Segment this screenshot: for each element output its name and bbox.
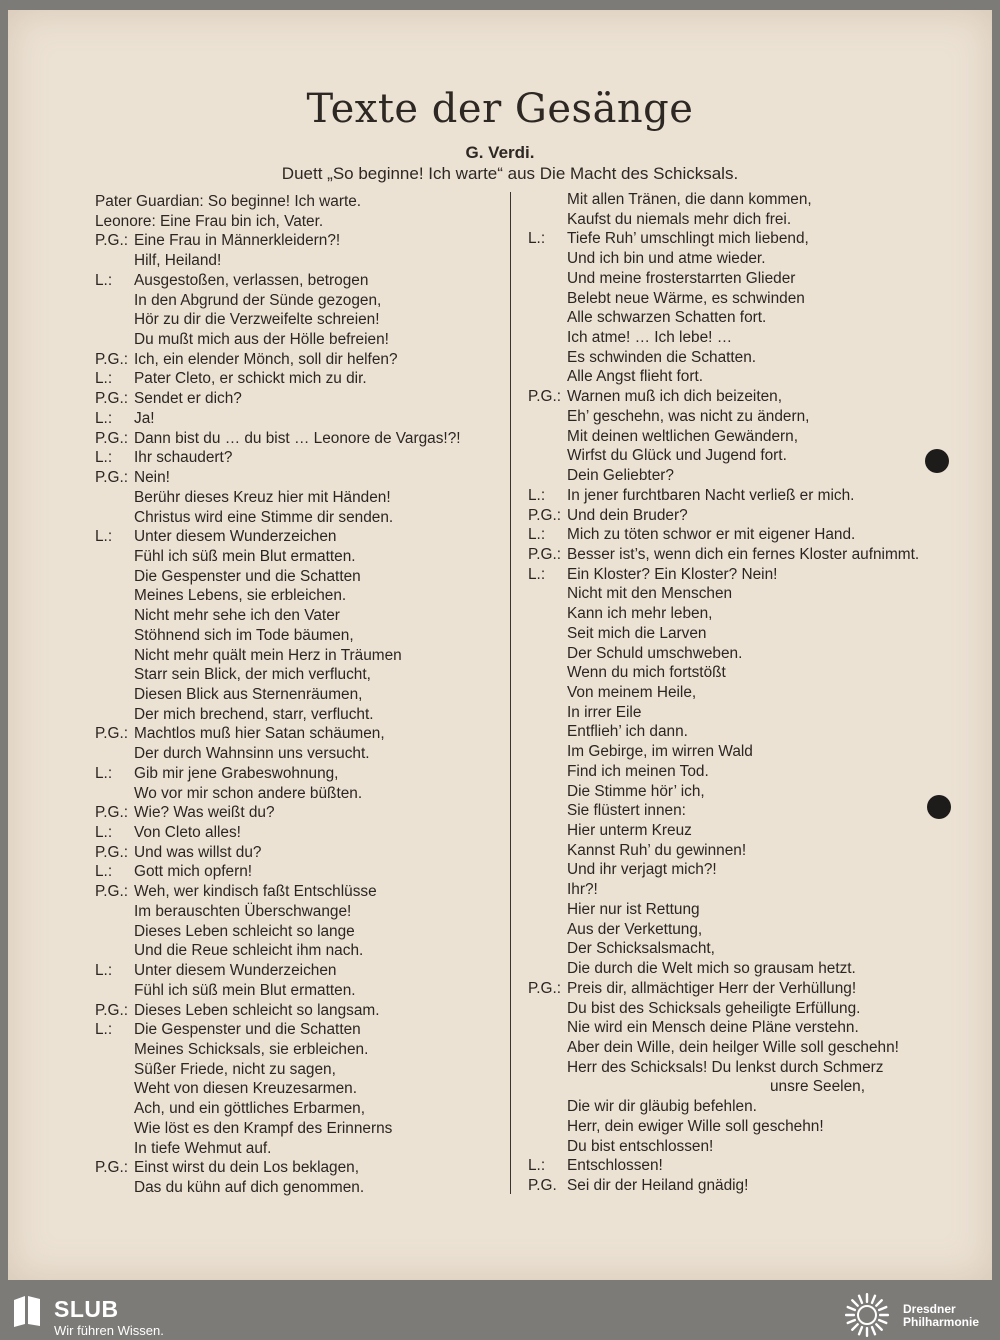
lyric-text: Sei dir der Heiland gnädig! bbox=[567, 1177, 749, 1194]
speaker-label: L.: bbox=[528, 486, 546, 504]
lyric-text: unsre Seelen, bbox=[770, 1078, 865, 1096]
lyric-text: Ein Kloster? Ein Kloster? Nein! bbox=[567, 565, 778, 583]
speaker-label: L.: bbox=[95, 271, 113, 289]
lyric-text: Dann bist du … du bist … Leonore de Vargas!?! bbox=[134, 429, 461, 447]
lyric-text: Dieses Leben schleicht so langsam. bbox=[134, 1001, 380, 1019]
slub-book-icon bbox=[12, 1294, 42, 1328]
lyric-text: Christus wird eine Stimme dir senden. bbox=[134, 508, 394, 526]
lyric-text: Die Gespenster und die Schatten bbox=[134, 567, 361, 585]
lyric-text: Sie flüstert innen: bbox=[567, 802, 686, 820]
lyric-text: Und dein Bruder? bbox=[567, 506, 688, 524]
lyric-text: Wo vor mir schon andere büßten. bbox=[134, 784, 363, 802]
lyric-text: Die durch die Welt mich so grausam hetzt. bbox=[567, 960, 856, 978]
lyric-text: Leonore: Eine Frau bin ich, Vater. bbox=[95, 212, 324, 230]
lyric-text: Ausgestoßen, verlassen, betrogen bbox=[134, 271, 369, 289]
lyric-text: Dein Geliebter? bbox=[567, 467, 674, 485]
speaker-label: L.: bbox=[528, 565, 546, 583]
speaker-label: P.G.: bbox=[95, 725, 129, 743]
lyric-text: Fühl ich süß mein Blut ermatten. bbox=[134, 981, 356, 999]
speaker-label: P.G.: bbox=[528, 979, 562, 997]
lyric-text: Von meinem Heile, bbox=[567, 684, 697, 701]
lyric-text: Der Schicksalsmacht, bbox=[567, 940, 715, 958]
lyric-text: Diesen Blick aus Sternenräumen, bbox=[134, 686, 363, 703]
lyric-text: Und ich bin und atme wieder. bbox=[567, 250, 766, 268]
lyric-text: Das du kühn auf dich genommen. bbox=[134, 1179, 365, 1196]
speaker-label: L.: bbox=[95, 764, 113, 782]
speaker-label: P.G.: bbox=[95, 1159, 129, 1177]
lyric-text: Pater Guardian: So beginne! Ich warte. bbox=[95, 193, 362, 210]
lyric-text: Hier nur ist Rettung bbox=[567, 900, 700, 918]
lyric-text: Ihr?! bbox=[567, 881, 598, 899]
lyric-text: Dieses Leben schleicht so lange bbox=[134, 922, 355, 940]
lyric-text: Nicht mit den Menschen bbox=[567, 585, 733, 603]
lyric-text: Seit mich die Larven bbox=[567, 624, 707, 642]
speaker-label: L.: bbox=[95, 962, 113, 980]
punch-hole bbox=[925, 449, 949, 473]
lyric-text: Ihr schaudert? bbox=[134, 449, 233, 467]
lyric-text: Wie löst es den Krampf des Erinnerns bbox=[134, 1119, 393, 1137]
lyric-text: Es schwinden die Schatten. bbox=[567, 348, 757, 366]
lyric-line bbox=[95, 192, 361, 212]
lyric-text: In tiefe Wehmut auf. bbox=[134, 1139, 272, 1157]
lyric-text: Süßer Friede, nicht zu sagen, bbox=[134, 1060, 336, 1078]
lyric-text: Stöhnend sich im Tode bäumen, bbox=[134, 626, 354, 644]
lyric-text: Kannst Ruh’ du gewinnen! bbox=[567, 841, 747, 859]
lyric-text: Eine Frau in Männerkleidern?! bbox=[134, 232, 341, 250]
speaker-label: L.: bbox=[95, 1021, 113, 1039]
lyric-text: Belebt neue Wärme, es schwinden bbox=[567, 289, 805, 307]
speaker-label: P.G.: bbox=[528, 506, 562, 524]
lyric-text: Der durch Wahnsinn uns versucht. bbox=[134, 745, 370, 763]
lyric-text: Unter diesem Wunderzeichen bbox=[134, 528, 337, 546]
lyric-text: Von Cleto alles! bbox=[134, 824, 241, 842]
lyric-text: Du bist entschlossen! bbox=[567, 1137, 714, 1155]
partner-name-line2: Philharmonie bbox=[903, 1315, 980, 1329]
lyric-text: Warnen muß ich dich beizeiten, bbox=[567, 388, 782, 406]
lyric-text: Wenn du mich fortstößt bbox=[567, 664, 726, 682]
partner-name-line1: Dresdner bbox=[903, 1302, 956, 1316]
lyric-text: Sendet er dich? bbox=[134, 390, 242, 408]
lyric-text: Und was willst du? bbox=[134, 843, 262, 861]
speaker-label: P.G.: bbox=[95, 390, 129, 408]
speaker-label: L.: bbox=[95, 863, 113, 881]
lyric-text: Starr sein Blick, der mich verflucht, bbox=[134, 666, 371, 684]
speaker-label: P.G.: bbox=[95, 804, 129, 822]
lyric-text: Nicht mehr quält mein Herz in Träumen bbox=[134, 646, 402, 664]
lyric-line bbox=[95, 212, 323, 232]
punch-hole bbox=[927, 795, 951, 819]
library-tagline: Wir führen Wissen. bbox=[54, 1323, 164, 1338]
lyric-text: Die Stimme hör’ ich, bbox=[567, 782, 705, 800]
column-divider bbox=[510, 192, 511, 1194]
speaker-label: P.G.: bbox=[95, 843, 129, 861]
lyric-text: Der mich brechend, starr, verflucht. bbox=[134, 705, 374, 723]
lyric-text: Wirfst du Glück und Jugend fort. bbox=[567, 447, 787, 465]
lyric-text: Herr des Schicksals! Du lenkst durch Schmerz bbox=[567, 1058, 884, 1076]
lyric-text: Hier unterm Kreuz bbox=[567, 822, 692, 840]
lyric-text: Eh’ geschehn, was nicht zu ändern, bbox=[567, 407, 810, 425]
speaker-label: L.: bbox=[95, 528, 113, 546]
lyric-text: Hilf, Heiland! bbox=[134, 252, 222, 270]
lyric-text: Nicht mehr sehe ich den Vater bbox=[134, 607, 340, 625]
lyric-text: Kann ich mehr leben, bbox=[567, 605, 713, 623]
piece-subtitle: Duett „So beginne! Ich warte“ aus Die Macht des Schicksals. bbox=[281, 164, 739, 183]
lyric-text: Mit allen Tränen, die dann kommen, bbox=[567, 191, 812, 208]
lyric-text: Einst wirst du dein Los beklagen, bbox=[134, 1159, 360, 1177]
library-name: SLUB bbox=[54, 1296, 119, 1322]
lyric-text: Tiefe Ruh’ umschlingt mich liebend, bbox=[567, 230, 809, 248]
speaker-label: L.: bbox=[528, 1157, 546, 1175]
speaker-label: P.G.: bbox=[95, 429, 129, 447]
lyric-text: Preis dir, allmächtiger Herr der Verhüllung! bbox=[567, 979, 857, 997]
lyric-text: Unter diesem Wunderzeichen bbox=[134, 962, 337, 980]
speaker-label: L.: bbox=[95, 449, 113, 467]
lyric-text: Im Gebirge, im wirren Wald bbox=[567, 743, 753, 761]
speaker-label: L.: bbox=[95, 370, 113, 388]
lyric-text: Fühl ich süß mein Blut ermatten. bbox=[134, 547, 356, 565]
lyric-text: Weht von diesen Kreuzesarmen. bbox=[134, 1080, 357, 1098]
lyric-text: Und meine frosterstarrten Glieder bbox=[567, 269, 796, 287]
lyric-text: In jener furchtbaren Nacht verließ er mich. bbox=[567, 486, 855, 504]
lyric-text: Du mußt mich aus der Hölle befreien! bbox=[134, 331, 389, 349]
lyric-text: Aber dein Wille, dein heilger Wille soll geschehn! bbox=[567, 1038, 899, 1056]
lyric-text: Berühr dieses Kreuz hier mit Händen! bbox=[134, 488, 391, 506]
speaker-label: P.G.: bbox=[95, 469, 129, 487]
lyric-text: Ach, und ein göttliches Erbarmen, bbox=[134, 1100, 365, 1118]
lyric-text: Herr, dein ewiger Wille soll geschehn! bbox=[567, 1117, 824, 1135]
lyric-text: Mit deinen weltlichen Gewändern, bbox=[567, 427, 798, 445]
lyric-text: Ich, ein elender Mönch, soll dir helfen? bbox=[134, 350, 398, 368]
lyric-text: Du bist des Schicksals geheiligte Erfüllung. bbox=[567, 999, 861, 1017]
page-title: Texte der Gesänge bbox=[306, 86, 694, 132]
lyric-text: Nie wird ein Mensch deine Pläne verstehn. bbox=[567, 1019, 859, 1037]
lyric-text: In irrer Eile bbox=[567, 703, 642, 721]
philharmonie-sunburst-icon bbox=[842, 1292, 892, 1338]
speaker-label: L.: bbox=[528, 526, 546, 544]
lyric-text: Und die Reue schleicht ihm nach. bbox=[134, 942, 364, 960]
lyric-text: Besser ist’s, wenn dich ein fernes Kloster aufnimmt. bbox=[567, 545, 920, 563]
speaker-label: P.G.: bbox=[528, 545, 562, 563]
speaker-label: P.G.: bbox=[95, 1001, 129, 1019]
speaker-label: P.G. bbox=[528, 1177, 557, 1194]
lyric-text: Machtlos muß hier Satan schäumen, bbox=[134, 725, 385, 743]
speaker-label: L.: bbox=[95, 824, 113, 842]
lyric-text: Der Schuld umschweben. bbox=[567, 644, 743, 662]
lyric-text: Entflieh’ ich dann. bbox=[567, 723, 688, 741]
lyric-text: Kaufst du niemals mehr dich frei. bbox=[567, 210, 792, 228]
lyric-text: Und ihr verjagt mich?! bbox=[567, 861, 717, 879]
lyric-text: Gott mich opfern! bbox=[134, 863, 253, 881]
composer-heading: G. Verdi. bbox=[465, 143, 535, 162]
lyric-text: Meines Lebens, sie erbleichen. bbox=[134, 587, 347, 605]
lyric-text: Find ich meinen Tod. bbox=[567, 762, 709, 780]
lyric-text: Gib mir jene Grabeswohnung, bbox=[134, 764, 339, 782]
lyric-text: Alle Angst flieht fort. bbox=[567, 368, 704, 386]
speaker-label: P.G.: bbox=[95, 883, 129, 901]
lyric-text: Entschlossen! bbox=[567, 1157, 663, 1175]
speaker-label: L.: bbox=[528, 230, 546, 248]
lyric-text: Im berauschten Überschwange! bbox=[134, 902, 352, 920]
lyric-text: Die Gespenster und die Schatten bbox=[134, 1021, 361, 1039]
speaker-label: L.: bbox=[95, 409, 113, 427]
lyric-text: Mich zu töten schwor er mit eigener Hand. bbox=[567, 526, 856, 544]
lyric-text: Weh, wer kindisch faßt Entschlüsse bbox=[134, 883, 377, 901]
partner-name bbox=[903, 1303, 979, 1329]
lyric-text: Aus der Verkettung, bbox=[567, 920, 703, 938]
lyric-text: Meines Schicksals, sie erbleichen. bbox=[134, 1040, 369, 1058]
speaker-label: P.G.: bbox=[95, 350, 129, 368]
speaker-label: P.G.: bbox=[528, 388, 562, 406]
lyric-text: Ich atme! … Ich lebe! … bbox=[567, 329, 733, 347]
lyric-text: Hör zu dir die Verzweifelte schreien! bbox=[134, 311, 380, 329]
lyric-text: Die wir dir gläubig befehlen. bbox=[567, 1098, 757, 1116]
lyric-text: Alle schwarzen Schatten fort. bbox=[567, 309, 767, 327]
speaker-label: P.G.: bbox=[95, 232, 129, 250]
lyric-text: Wie? Was weißt du? bbox=[134, 804, 275, 822]
lyric-text: Pater Cleto, er schickt mich zu dir. bbox=[134, 370, 367, 388]
lyric-text: Nein! bbox=[134, 469, 170, 487]
lyric-text: In den Abgrund der Sünde gezogen, bbox=[134, 291, 382, 309]
lyric-text: Ja! bbox=[134, 409, 155, 427]
